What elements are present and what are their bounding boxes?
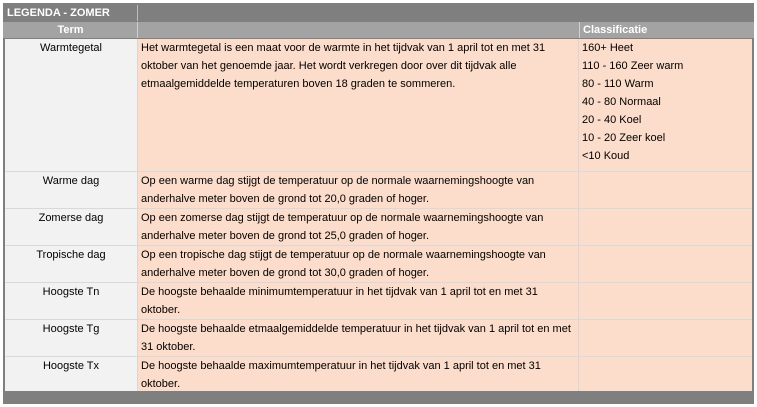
legend-title-spacer — [137, 5, 754, 21]
classification-cell — [578, 39, 752, 171]
description-cell: Op een zomerse dag stijgt de temperatuur op de normale waarnemingshoogte van anderhalve meter boven de grond tot 25,0 graden of hoger. — [137, 209, 578, 245]
classification-cell — [578, 283, 752, 319]
term-cell: Hoogste Tn — [5, 283, 137, 319]
table-row — [5, 357, 752, 391]
table-row — [5, 209, 752, 245]
term-cell: Tropische dag — [5, 246, 137, 282]
term-cell: Hoogste Tx — [5, 357, 137, 391]
description-cell: De hoogste behaalde minimumtemperatuur in het tijdvak van 1 april tot en met 31 oktober. — [137, 283, 578, 319]
classification-item: 160+ Heet — [582, 42, 634, 54]
classification-cell — [578, 246, 752, 282]
table-row — [5, 246, 752, 282]
classification-cell — [578, 357, 752, 391]
classification-item: 10 - 20 Zeer koel — [582, 132, 666, 144]
classification-item: <10 Koud — [582, 150, 630, 162]
legend-header-row — [3, 22, 754, 38]
term-cell: Warme dag — [5, 172, 137, 208]
table-row — [5, 320, 752, 356]
description-cell: Op een warme dag stijgt de temperatuur op de normale waarnemingshoogte van anderhalve meter boven de grond tot 20,0 graden of hoger. — [137, 172, 578, 208]
description-cell: Het warmtegetal is een maat voor de warmte in het tijdvak van 1 april tot en met 31 oktober van het genoemde jaar. Het wordt verkregen door over dit tijdvak alle etmaalgemiddelde temperaturen boven 18 graden te sommeren. — [137, 39, 578, 171]
classification-item: 110 - 160 Zeer warm — [582, 60, 684, 72]
term-cell: Warmtegetal — [5, 39, 137, 171]
description-cell: De hoogste behaalde etmaalgemiddelde temperatuur in het tijdvak van 1 april tot en met 31 oktober. — [137, 320, 578, 356]
header-classification: Classificatie — [579, 22, 754, 38]
term-cell: Hoogste Tg — [5, 320, 137, 356]
legend-title: LEGENDA - ZOMER — [7, 7, 110, 19]
description-cell: De hoogste behaalde maximumtemperatuur in het tijdvak van 1 april tot en met 31 oktober. — [137, 357, 578, 391]
classification-item: 80 - 110 Warm — [582, 78, 654, 90]
description-cell: Op een tropische dag stijgt de temperatuur op de normale waarnemingshoogte van anderhalve meter boven de grond tot 30,0 graden of hoger. — [137, 246, 578, 282]
legend-footer-bar — [3, 391, 754, 404]
classification-cell — [578, 209, 752, 245]
header-description — [137, 22, 578, 38]
legend-table-body — [5, 39, 752, 391]
legend-panel — [3, 3, 754, 404]
table-row — [5, 172, 752, 208]
classification-item: 40 - 80 Normaal — [582, 96, 661, 108]
header-term: Term — [57, 24, 84, 36]
table-row — [5, 283, 752, 319]
classification-item: 20 - 40 Koel — [582, 114, 642, 126]
classification-cell — [578, 320, 752, 356]
term-cell: Zomerse dag — [5, 209, 137, 245]
table-row — [5, 39, 752, 171]
classification-cell — [578, 172, 752, 208]
legend-title-bar — [3, 5, 754, 21]
